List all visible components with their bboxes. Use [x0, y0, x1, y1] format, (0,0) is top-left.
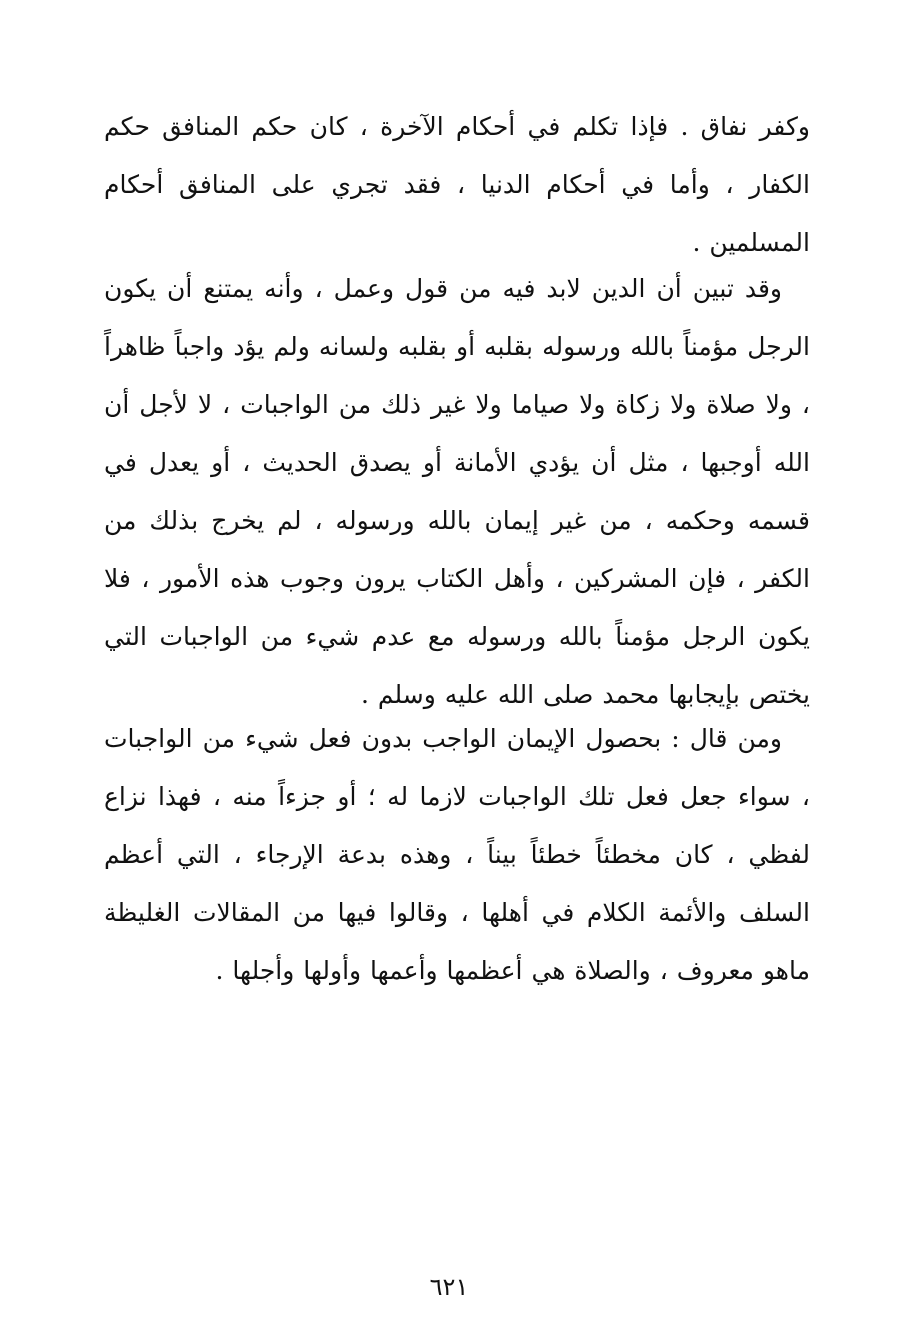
- paragraph-text: وكفر نفاق . فإذا تكلم في أحكام الآخرة ، كان حكم المنافق حكم الكفار ، وأما في أحكام الدنيا ، فقد تجري على المنافق أحكام المسلمين .: [104, 112, 810, 257]
- page-number: ٦٢١: [429, 1273, 469, 1301]
- paragraph-2: [104, 260, 810, 724]
- paragraph-text: ومن قال : بحصول الإيمان الواجب بدون فعل شيء من الواجبات ، سواء جعل فعل تلك الواجبات لازما له ؛ أو جزءاً منه ، فهذا نزاع لفظي ، كان مخطئاً خطئاً بيناً ، وهذه بدعة الإرجاء ، التي أعظم السلف والأئمة الكلام في أهلها ، وقالوا فيها من المقالات الغليظة ماهو معروف ، والصلاة هي أعظمها وأعمها وأولها وأجلها .: [104, 724, 810, 985]
- paragraph-1: [104, 98, 810, 272]
- paragraph-text: وقد تبين أن الدين لابد فيه من قول وعمل ، وأنه يمتنع أن يكون الرجل مؤمناً بالله ورسوله بقلبه أو بقلبه ولسانه ولم يؤد واجباً ظاهراً ، ولا صلاة ولا زكاة ولا صياما ولا غير ذلك من الواجبات ، لا لأجل أن الله أوجبها ، مثل أن يؤدي الأمانة أو يصدق الحديث ، أو يعدل في قسمه وحكمه ، من غير إيمان بالله ورسوله ، لم يخرج بذلك من الكفر ، فإن المشركين ، وأهل الكتاب يرون وجوب هذه الأمور ، فلا يكون الرجل مؤمناً بالله ورسوله مع عدم شيء من الواجبات التي يختص بإيجابها محمد صلى الله عليه وسلم .: [104, 274, 810, 709]
- paragraph-3: [104, 710, 810, 1000]
